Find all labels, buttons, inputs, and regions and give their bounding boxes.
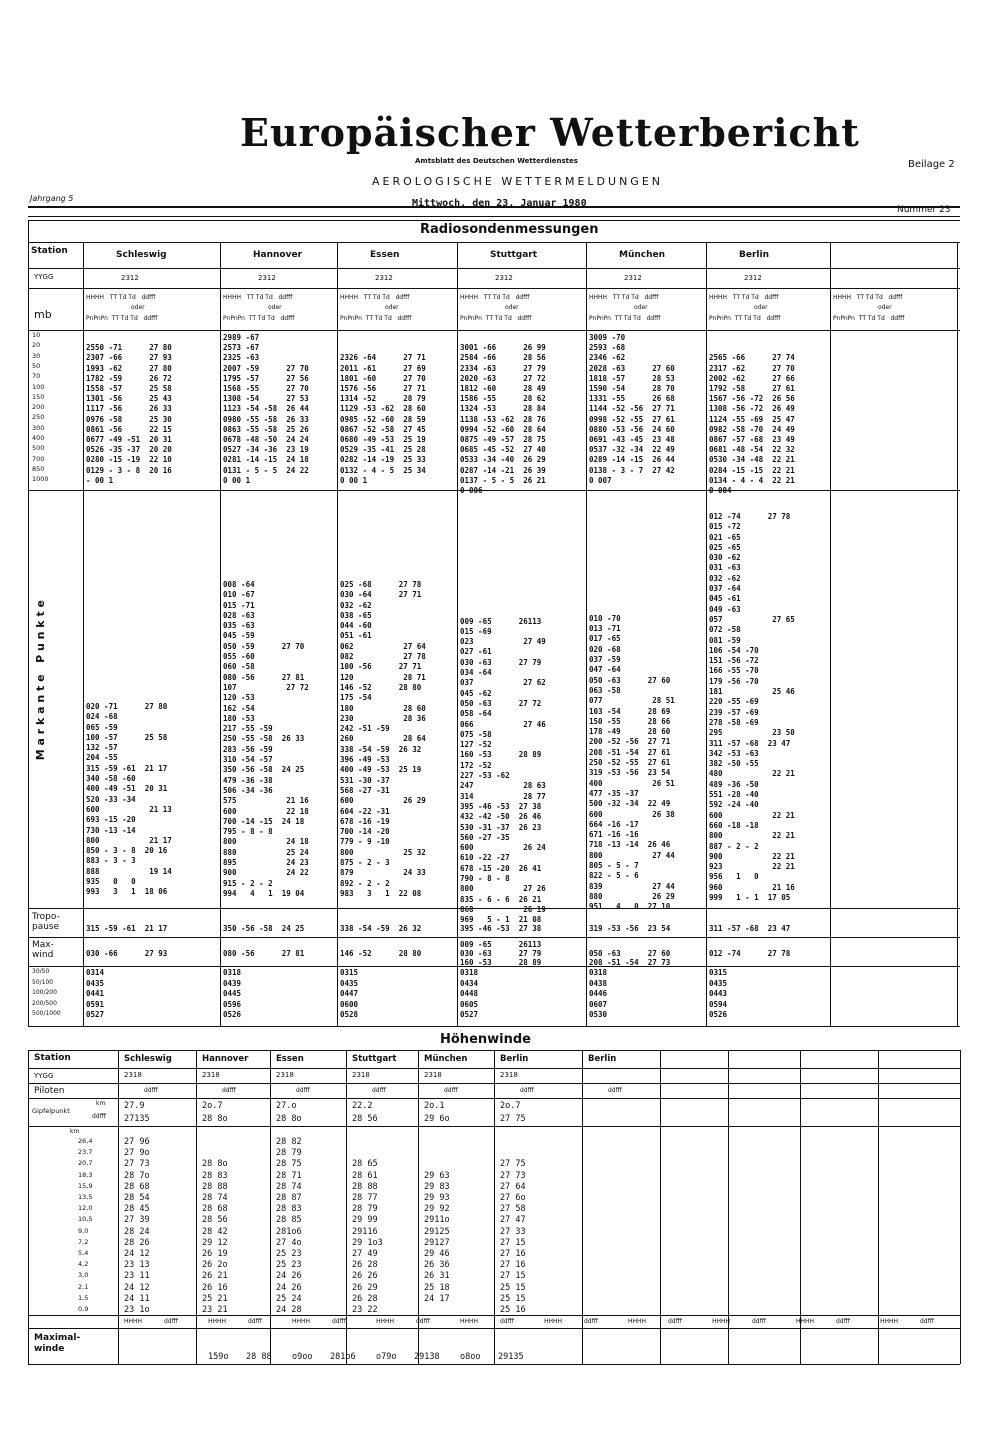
marked-points-1: 008 -64 010 -67 015 -71 028 -63 035 -63 045 -59 050 -59 27 70 055 -60 060 -58 080 -56 27 81 107 27 72 120 -53 162 -54 180 -53 217 -55 -59 250 -55 -58 26 33 283 -56 -59 310 -54 -57 350 -56 -58 24 25 479 -36 -38 506 -34 -36 575 21 16 600 22 18 700 -14 -15 24 18 795 - 8 - 8 800 24 18 880 25 24 895 24 23 900 24 22 915 - 2 - 2 994 4 1 19 04 — [223, 580, 309, 898]
tropopause-4: 319 -53 -56 23 54 — [589, 924, 671, 933]
h-gipfel-km-2: 27.o — [276, 1101, 297, 1111]
maxwind-0: 030 -66 27 93 — [86, 949, 168, 958]
h-dd-label-2: ddfff — [296, 1087, 310, 1094]
h-max-height-3: o79o — [376, 1352, 397, 1362]
station-name-5: Berlin — [739, 250, 769, 260]
h-station-1: Hannover — [202, 1054, 249, 1064]
marked-points-label: M a r k a n t e P u n k t e — [34, 600, 47, 761]
maxwind-layers-1: 0318 0439 0445 0596 0526 — [223, 968, 242, 1019]
h-gipfel-label: Gipfelpunkt — [32, 1107, 70, 1115]
mb-level-13: 850 — [32, 464, 45, 473]
maxwind-layers-5: 0315 0435 0443 0594 0526 — [709, 968, 728, 1019]
h-max-hhhh-0: HHHH — [124, 1318, 143, 1325]
h-max-dd-0: ddfff — [164, 1318, 178, 1325]
h-col-1 — [196, 1050, 197, 1364]
h-dd-label-5: ddfff — [520, 1087, 534, 1094]
col-header-1-0: HHHH TT Td Td ddfff — [86, 294, 156, 301]
tropopause-3: 395 -46 -53 27 38 — [460, 924, 542, 933]
h-level-2: 20,7 — [78, 1159, 93, 1168]
h-col-8 — [728, 1050, 729, 1364]
section-title: AEROLOGISCHE WETTERMELDUNGEN — [372, 175, 664, 188]
h-max-hhhh-5: HHHH — [544, 1318, 563, 1325]
col-header-oder-3: oder — [505, 304, 519, 311]
station-rule — [28, 242, 960, 243]
h-max-dd-2: ddfff — [332, 1318, 346, 1325]
mb-level-5: 100 — [32, 382, 45, 391]
header-rule — [28, 206, 960, 208]
mb-level-10: 400 — [32, 434, 45, 442]
station-name-0: Schleswig — [116, 250, 167, 260]
h-gipfel-km-0: 27.9 — [124, 1101, 145, 1111]
std-levels-2: 2326 -64 27 71 2011 -61 27 69 1801 -60 27 70 1576 -56 27 71 1314 -52 28 79 1129 -53 -62 28 60 0985 -52 -60 28 59 0867 -52 -58 27 45 0680 -49 -53 25 19 0529 -35 -41 25 28 0282 -14 -19 25 33 0132 - 4 - 5 25 34 0 00 1 — [340, 353, 426, 485]
tropo-label: Tropo- pause — [32, 912, 60, 932]
h-km-label: km — [70, 1128, 80, 1135]
h-dd-label-3: ddfff — [372, 1087, 386, 1094]
yygg-value-4: 2312 — [624, 274, 642, 282]
h-yygg-label: YYGG — [34, 1072, 54, 1080]
tropo-end-rule — [28, 937, 960, 938]
mb-level-8: 250 — [32, 413, 45, 422]
maxwind-layer-label-0: 30/50 — [32, 968, 50, 975]
h-gipfel-dd-1: 28 8o — [202, 1114, 228, 1124]
std-levels-0: 2550 -71 27 80 2307 -66 27 93 1993 -62 27 80 1782 -59 26 72 1558 -57 25 58 1301 -56 25 43 1117 -56 26 33 0976 -58 25 30 0861 -56 22 15 0677 -49 -51 20 31 0526 -35 -37 20 20 0280 -15 -19 22 10 0129 - 3 - 8 20 16 - 00 1 — [86, 343, 172, 485]
h-col-10 — [878, 1050, 879, 1364]
col-header-oder-5: oder — [754, 304, 768, 311]
radio-title: Radiosondenmessungen — [420, 222, 599, 237]
station-name-4: München — [619, 250, 666, 260]
h-piloten-label: Piloten — [34, 1086, 65, 1096]
mb-level-2: 30 — [32, 351, 41, 360]
col-header-2-6: PnPnPn TT Td Td ddfff — [833, 315, 905, 322]
col-header-1-6: HHHH TT Td Td ddfff — [833, 294, 903, 301]
col-header-oder-1: oder — [268, 304, 282, 311]
h-gipfel-dd-4: 29 6o — [424, 1114, 450, 1124]
h-max-dd-6: ddfff — [668, 1318, 682, 1325]
h-max-dd-7: ddfff — [752, 1318, 766, 1325]
h-max-wind-2: 281o6 — [330, 1352, 356, 1362]
h-values-1: 28 8o 28 83 28 88 28 74 28 68 28 56 28 42 29 12 26 19 26 2o 26 21 26 16 25 21 23 21 — [202, 1159, 228, 1316]
header-rule-2 — [28, 216, 960, 217]
h-level-5: 13,5 — [78, 1193, 93, 1201]
maxwind-layers-2: 0315 0435 0447 0600 0528 — [340, 968, 359, 1019]
col-rule-1 — [337, 242, 338, 1026]
h-max-height-1: 159o — [208, 1352, 229, 1362]
mb-level-9: 300 — [32, 423, 45, 432]
h-max-wind-3: 29138 — [414, 1352, 440, 1362]
h-gipfel-dd-0: 27135 — [124, 1114, 150, 1124]
col-header-2-4: PnPnPn TT Td Td ddfff — [589, 315, 661, 322]
maxwind-5: 012 -74 27 78 — [709, 949, 791, 958]
tropopause-5: 311 -57 -68 23 47 — [709, 924, 791, 933]
h-max-dd-3: ddfff — [416, 1318, 430, 1325]
col-header-1-1: HHHH TT Td Td ddfff — [223, 294, 293, 301]
h-level-7: 10,5 — [78, 1215, 93, 1224]
maxwind-4: 050 -63 27 60 208 -51 -54 27 73 — [589, 949, 671, 967]
h-max-hhhh-6: HHHH — [628, 1318, 647, 1325]
col-rule-3 — [586, 242, 587, 1026]
h-gipfel-dd-5: 27 75 — [500, 1114, 526, 1124]
jahrgang-label: Jahrgang 5 — [30, 194, 74, 203]
mb-level-6: 150 — [32, 392, 45, 401]
col-header-2-2: PnPnPn TT Td Td ddfff — [340, 315, 412, 322]
h-level-15: 0,9 — [78, 1305, 89, 1313]
page-title: Europäischer Wetterbericht — [240, 110, 860, 155]
h-col-0 — [118, 1050, 119, 1364]
table-bottom — [28, 1026, 960, 1027]
h-level-0: 26,4 — [78, 1137, 93, 1145]
yygg-value-3: 2312 — [495, 274, 513, 282]
h-max-hhhh-1: HHHH — [208, 1318, 227, 1325]
marked-points-3: 009 -65 26113 015 -69 023 27 49 027 -61 030 -63 27 79 034 -64 037 27 62 045 -62 050 -63 27 72 058 -64 066 27 46 075 -58 127 -52 160 -53 28 89 172 -52 227 -53 -62 247 28 63 314 28 77 395 -46 -53 27 38 432 -42 -50 26 46 530 -31 -37 26 23 560 -27 -35 600 26 24 610 -22 -27 678 -15 -20 26 41 790 - 8 - 8 800 27 26 835 - 6 - 6 26 21 868 26 19 969 5 - 1 21 08 — [460, 616, 546, 925]
h-max-dd-9: ddfff — [920, 1318, 934, 1325]
station-name-1: Hannover — [253, 250, 303, 260]
col-header-1-4: HHHH TT Td Td ddfff — [589, 294, 659, 301]
col-header-oder-6: oder — [878, 304, 892, 311]
col-rule-4 — [706, 242, 707, 1026]
h-max-hhhh-8: HHHH — [796, 1318, 815, 1325]
h-level-13: 2,1 — [78, 1282, 89, 1291]
maxwind-layer-label-4: 500/1000 — [32, 1010, 61, 1017]
h-gipfel-km-label: km — [96, 1100, 106, 1107]
beilage-label: Beilage 2 — [908, 159, 955, 170]
maxwind-layers-0: 0314 0435 0441 0591 0527 — [86, 968, 105, 1019]
tropopause-2: 338 -54 -59 26 32 — [340, 924, 422, 933]
h-yygg-5: 2318 — [500, 1071, 518, 1079]
station-name-3: Stuttgart — [490, 250, 538, 260]
h-station-2: Essen — [276, 1054, 304, 1064]
h-col-3 — [346, 1050, 347, 1364]
h-level-6: 12,0 — [78, 1204, 93, 1213]
col-header-2-3: PnPnPn TT Td Td ddfff — [460, 315, 532, 322]
h-yygg-2: 2318 — [276, 1071, 294, 1079]
mb-level-0: 10 — [32, 331, 41, 339]
h-max-dd-4: ddfff — [500, 1318, 514, 1325]
table-top — [28, 220, 960, 221]
h-values-0: 27 96 27 9o 27 73 28 7o 28 68 28 54 28 45 27 39 28 24 28 26 24 12 23 13 23 11 24 12 24 11 23 1o — [124, 1137, 150, 1316]
std-levels-1: 2989 -67 2573 -67 2325 -63 2007 -59 27 70 1795 -57 27 56 1568 -55 27 70 1308 -54 27 53 1123 -54 -58 26 44 0980 -55 -58 26 33 0863 -55 -58 25 26 0678 -48 -50 24 24 0527 -34 -36 23 19 0281 -14 -15 24 18 0131 - 5 - 5 24 22 0 00 1 — [223, 333, 309, 485]
marked-points-0: 020 -71 27 80 024 -68 065 -59 100 -57 25 58 132 -57 204 -55 315 -59 -61 21 17 340 -58 -60 400 -49 -51 20 31 520 -33 -34 600 21 13 693 -15 -20 730 -13 -14 800 21 17 850 - 3 - 8 20 16 883 - 3 - 3 888 19 14 935 0 0 993 3 1 18 06 — [86, 702, 172, 897]
yygg-value-1: 2312 — [258, 274, 276, 282]
marked-points-5: 012 -74 27 78 015 -72 021 -65 025 -65 030 -62 031 -63 032 -62 037 -64 045 -61 049 -63 057 27 65 072 -58 081 -59 106 -54 -70 151 -56 -72 166 -55 -70 179 -56 -70 181 25 46 220 -55 -69 239 -57 -69 278 -58 -69 295 23 50 311 -57 -68 23 47 342 -53 -63 382 -50 -55 480 22 21 489 -36 -50 551 -28 -40 592 -24 -40 600 22 21 660 -18 -18 800 22 21 887 - 2 - 2 900 22 21 923 22 21 956 1 0 960 21 16 999 1 - 1 17 05 — [709, 512, 795, 902]
col-header-1-2: HHHH TT Td Td ddfff — [340, 294, 410, 301]
station-label: Station — [31, 246, 68, 256]
h-gipfel-km-4: 2o.1 — [424, 1101, 445, 1111]
mb-level-4: 70 — [32, 372, 41, 381]
hdr-rule-2 — [28, 330, 960, 331]
col-header-2-5: PnPnPn TT Td Td ddfff — [709, 315, 781, 322]
h-level-10: 5,4 — [78, 1249, 89, 1257]
issue-number: Nummer 23 — [897, 205, 951, 215]
h-level-4: 15,9 — [78, 1181, 93, 1190]
h-max-hhhh-3: HHHH — [376, 1318, 395, 1325]
mb-level-14: 1000 — [32, 475, 49, 484]
h-yygg-1: 2318 — [202, 1071, 220, 1079]
maxwind-layers-3: 0318 0434 0448 0605 0527 — [460, 968, 479, 1019]
maxwind-label: Max- wind — [32, 940, 54, 960]
h-col-11 — [960, 1050, 961, 1364]
col-header-oder-0: oder — [131, 304, 145, 311]
h-bottom — [28, 1364, 960, 1365]
h-dd-label-0: ddfff — [144, 1087, 158, 1094]
h-maxwind-label: Maximal- winde — [34, 1333, 81, 1354]
h-col-6 — [582, 1050, 583, 1364]
col-header-oder-2: oder — [385, 304, 399, 311]
station-name-2: Essen — [370, 250, 400, 260]
std-levels-5: 2565 -66 27 74 2317 -62 27 70 2002 -62 27 66 1792 -58 27 61 1567 -56 -72 26 56 1308 -56 -72 26 49 1124 -55 -69 25 47 0982 -58 -70 24 49 0867 -57 -68 23 49 0681 -48 -54 22 32 0530 -34 -48 22 21 0284 -15 -15 22 21 0134 - 4 - 4 22 21 0 004 — [709, 353, 795, 496]
h-station-5: Berlin — [500, 1054, 529, 1064]
mb-level-12: 700 — [32, 454, 45, 463]
col-rule-2 — [457, 242, 458, 1026]
h-dd-label-4: ddfff — [444, 1087, 458, 1094]
h-level-8: 9,0 — [78, 1226, 89, 1235]
col-header-2-1: PnPnPn TT Td Td ddfff — [223, 315, 295, 322]
h-col-4 — [418, 1050, 419, 1364]
issue-date: Mittwoch, den 23. Januar 1980 — [412, 198, 587, 209]
h-max-height-2: o9oo — [292, 1352, 313, 1362]
h-yygg-3: 2318 — [352, 1071, 370, 1079]
maxwind-layers-4: 0318 0438 0446 0607 0530 — [589, 968, 608, 1019]
mb-level-7: 200 — [32, 403, 45, 412]
col-rule-5 — [830, 242, 831, 1026]
h-values-2: 28 82 28 79 28 75 28 71 28 74 28 87 28 83 28 85 281o6 27 4o 25 23 25 23 24 26 24 26 25 24 24 28 — [276, 1137, 302, 1316]
h-max-hhhh-4: HHHH — [460, 1318, 479, 1325]
h-values-4: 29 63 29 83 29 93 29 92 2911o 29125 29127 29 46 26 36 26 31 25 18 24 17 — [424, 1170, 450, 1304]
h-max-hhhh-2: HHHH — [292, 1318, 311, 1325]
mb-level-1: 20 — [32, 341, 41, 350]
h-station-3: Stuttgart — [352, 1054, 397, 1064]
h-yygg-0: 2318 — [124, 1071, 142, 1079]
h-col-5 — [494, 1050, 495, 1364]
maxwind-layer-label-3: 200/500 — [32, 999, 57, 1007]
yygg-label: YYGG — [34, 273, 54, 281]
h-max-height-4: o8oo — [460, 1352, 481, 1362]
publisher-subtitle: Amtsblatt des Deutschen Wetterdienstes — [415, 157, 578, 165]
h-max-dd-8: ddfff — [836, 1318, 850, 1325]
h-max-dd-1: ddfff — [248, 1318, 262, 1325]
maxwind-3: 009 -65 26113 030 -63 27 79 160 -53 28 89 — [460, 940, 542, 967]
h-col-9 — [800, 1050, 801, 1364]
std-levels-3: 3001 -66 26 99 2584 -66 28 56 2334 -63 27 79 2020 -63 27 72 1812 -60 28 49 1586 -55 28 62 1324 -53 28 84 1138 -53 -62 28 76 0994 -52 -60 28 64 0875 -49 -57 28 75 0685 -45 -52 27 40 0533 -34 -40 26 29 0287 -14 -21 26 39 0137 - 5 - 5 26 21 0 006 — [460, 343, 546, 496]
h-gipfel-dd-3: 28 56 — [352, 1114, 378, 1124]
h-gipfel-dd-label: ddfff — [92, 1113, 106, 1120]
yygg-rule — [28, 268, 960, 269]
h-col-2 — [270, 1050, 271, 1364]
h-max-wind-4: 29135 — [498, 1352, 524, 1362]
col-header-oder-4: oder — [634, 304, 648, 311]
h-gipfel-dd-2: 28 8o — [276, 1114, 302, 1124]
h-max-hhhh-9: HHHH — [880, 1318, 899, 1325]
h-station-4: München — [424, 1054, 468, 1064]
h-values-3: 28 65 28 61 28 88 28 77 28 79 29 99 29116 29 1o3 27 49 26 28 26 26 26 29 26 28 23 22 — [352, 1159, 383, 1316]
h-values-5: 27 75 27 73 27 64 27 6o 27 58 27 47 27 33 27 15 27 16 27 16 27 15 25 15 25 15 25 16 — [500, 1159, 526, 1316]
col-header-1-5: HHHH TT Td Td ddfff — [709, 294, 779, 301]
maxwind-1: 080 -56 27 81 — [223, 949, 305, 958]
marked-points-2: 025 -68 27 78 030 -64 27 71 032 -62 038 -65 044 -60 051 -61 062 27 64 082 27 78 100 -56 27 71 120 28 71 146 -52 28 80 175 -54 180 28 60 230 28 36 242 -51 -59 260 28 64 338 -54 -59 26 32 396 -49 -53 400 -49 -53 25 19 531 -30 -37 568 -27 -31 600 26 29 604 -22 -31 678 -16 -19 700 -14 -20 779 - 9 -10 800 25 32 875 - 2 - 3 879 24 33 892 - 2 - 2 983 3 1 22 08 — [340, 580, 426, 898]
mb-level-11: 500 — [32, 444, 45, 453]
h-level-3: 18,3 — [78, 1170, 93, 1179]
h-yygg-4: 2318 — [424, 1071, 442, 1079]
h-dd-label-6: ddfff — [608, 1087, 622, 1094]
h-level-14: 1,5 — [78, 1293, 89, 1302]
maxwind-2: 146 -52 28 80 — [340, 949, 422, 958]
maxwind-layer-label-2: 100/200 — [32, 989, 57, 996]
hoehen-title: Höhenwinde — [440, 1032, 531, 1047]
h-station-label: Station — [34, 1053, 71, 1063]
h-gipfel-km-5: 2o.7 — [500, 1101, 521, 1111]
right-rule — [957, 242, 958, 1026]
h-left — [28, 1050, 29, 1364]
hdr-rule — [28, 288, 960, 289]
std-levels-4: 3009 -70 2593 -68 2346 -62 2028 -63 27 60 1818 -57 28 53 1590 -54 28 70 1331 -55 26 68 1144 -52 -56 27 71 0998 -52 -55 27 61 0880 -53 -56 24 60 0691 -43 -45 23 48 0537 -32 -34 22 49 0289 -14 -15 26 44 0138 - 3 - 7 27 42 0 007 — [589, 333, 675, 485]
yygg-value-5: 2312 — [744, 274, 762, 282]
h-station-6: Berlin — [588, 1054, 617, 1064]
yygg-value-0: 2312 — [121, 274, 139, 282]
h-max-dd-5: ddfff — [584, 1318, 598, 1325]
h-level-9: 7,2 — [78, 1237, 89, 1246]
col-header-1-3: HHHH TT Td Td ddfff — [460, 294, 530, 301]
mb-label: mb — [34, 308, 52, 321]
h-level-11: 4,2 — [78, 1260, 89, 1269]
h-gipfel-km-1: 2o.7 — [202, 1101, 223, 1111]
h-level-1: 23,7 — [78, 1148, 93, 1157]
h-station-0: Schleswig — [124, 1054, 172, 1064]
h-dd-label-1: ddfff — [222, 1087, 236, 1094]
h-level-12: 3,0 — [78, 1271, 89, 1280]
mb-level-3: 50 — [32, 361, 41, 370]
col-rule-0 — [220, 242, 221, 1026]
marked-points-4: 010 -70 013 -71 017 -65 020 -68 037 -59 047 -64 050 -63 27 60 063 -58 077 28 51 103 -54 28 69 150 -55 28 66 178 -49 28 60 200 -52 -56 27 71 208 -51 -54 27 61 250 -52 -55 27 61 319 -53 -56 23 54 400 26 51 477 -35 -37 500 -32 -34 22 49 600 26 38 664 -16 -17 671 -16 -16 718 -13 -14 26 46 800 27 44 805 - 5 - 7 822 - 5 - 6 839 27 44 880 26 29 951 4 0 27 10 — [589, 613, 675, 912]
h-max-wind-1: 28 88 — [246, 1352, 272, 1362]
left-rule — [28, 220, 29, 1026]
h-max-hhhh-7: HHHH — [712, 1318, 731, 1325]
maxwind-layer-label-1: 50/100 — [32, 978, 54, 986]
col-header-2-0: PnPnPn TT Td Td ddfff — [86, 315, 158, 322]
label-col-rule — [83, 242, 84, 1026]
tropopause-0: 315 -59 -61 21 17 — [86, 924, 168, 933]
tropopause-1: 350 -56 -58 24 25 — [223, 924, 305, 933]
yygg-value-2: 2312 — [375, 274, 393, 282]
h-col-7 — [660, 1050, 661, 1364]
h-gipfel-km-3: 22.2 — [352, 1101, 373, 1111]
